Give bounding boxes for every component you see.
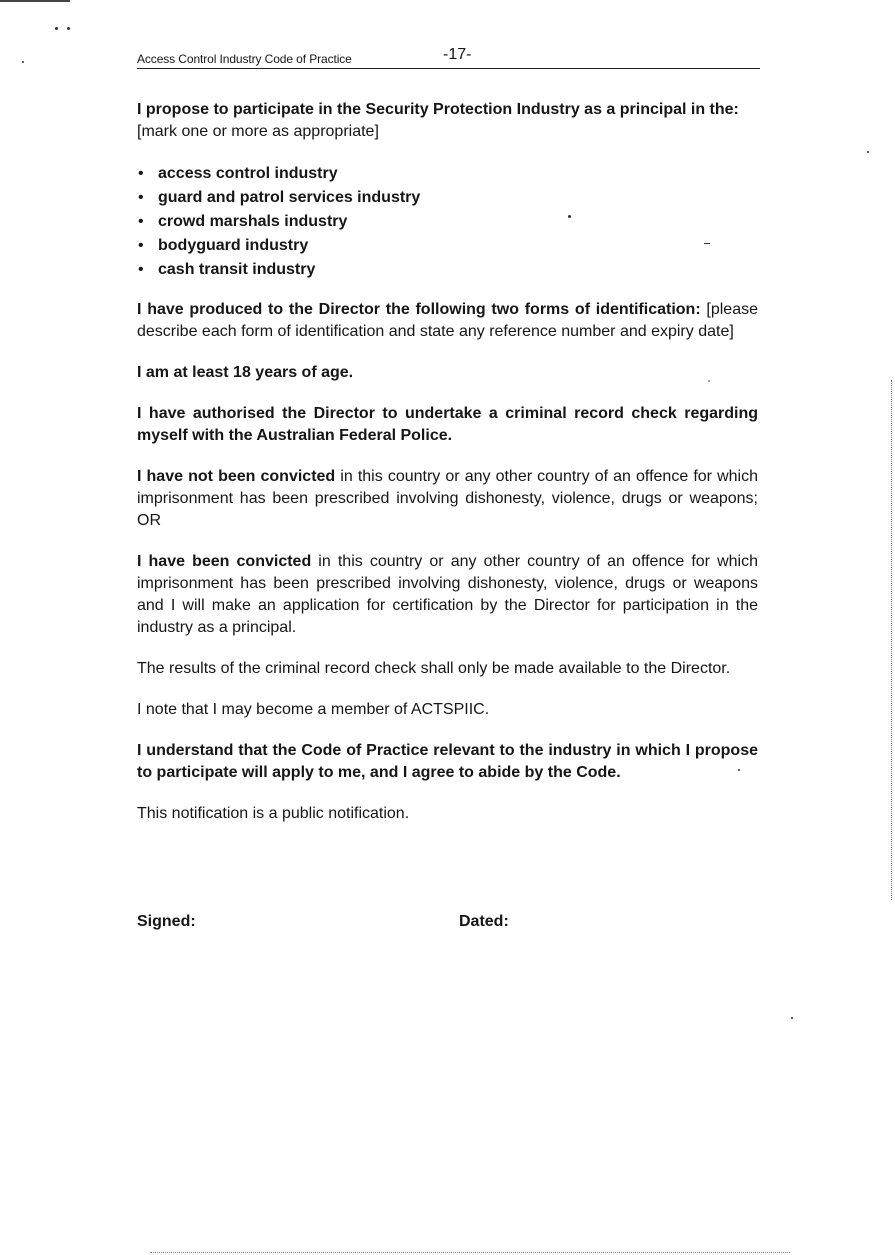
header-title: Access Control Industry Code of Practice [137, 52, 352, 66]
scan-artifact [0, 0, 70, 2]
scan-artifact [890, 380, 892, 900]
bullet-icon: • [138, 213, 144, 230]
scan-speck [67, 27, 70, 30]
industry-label: bodyguard industry [158, 237, 309, 254]
industry-label: cash transit industry [158, 261, 316, 278]
scan-speck [867, 151, 869, 153]
intro-bold: I propose to participate in the Security Protection Industry as a principal in the: [137, 101, 739, 118]
identification-note: [please describe each form of identification and state any reference number and expiry date] [137, 301, 758, 340]
industry-list [137, 162, 758, 282]
industry-label: crowd marshals industry [158, 213, 348, 230]
list-item [137, 234, 758, 258]
bullet-icon: • [138, 261, 144, 278]
page-number: -17- [443, 46, 472, 63]
bullet-icon: • [138, 165, 144, 182]
public-notice-paragraph: This notification is a public notification. [137, 805, 410, 822]
industry-label: access control industry [158, 165, 338, 182]
industry-label: guard and patrol services industry [158, 189, 421, 206]
dated-label: Dated: [459, 913, 509, 930]
results-paragraph: The results of the criminal record check shall only be made available to the Director. [137, 660, 731, 677]
not-convicted-paragraph [137, 466, 758, 532]
identification-paragraph [137, 299, 758, 343]
list-item [137, 258, 758, 282]
criminal-check-statement: I have authorised the Director to undertake a criminal record check regarding myself with the Australian Federal Police. [137, 405, 758, 444]
scan-speck [22, 61, 24, 63]
document-body [137, 99, 758, 844]
intro-note: [mark one or more as appropriate] [137, 123, 379, 140]
not-convicted-bold: I have not been convicted [137, 468, 336, 485]
or-label: OR [137, 512, 161, 529]
convicted-paragraph [137, 551, 758, 639]
list-item [137, 186, 758, 210]
list-item [137, 162, 758, 186]
intro-paragraph [137, 99, 758, 143]
identification-bold: I have produced to the Director the following two forms of identification: [137, 301, 701, 318]
bullet-icon: • [138, 189, 144, 206]
page-header [137, 44, 760, 69]
age-statement: I am at least 18 years of age. [137, 364, 354, 381]
membership-paragraph: I note that I may become a member of ACTSPIIC. [137, 701, 490, 718]
bullet-icon: • [138, 237, 144, 254]
signed-label: Signed: [137, 913, 196, 930]
understand-paragraph: I understand that the Code of Practice relevant to the industry in which I propose to participate will apply to me, and I agree to abide by the Code. [137, 742, 758, 781]
signature-row [137, 913, 758, 937]
convicted-bold: I have been convicted [137, 553, 312, 570]
not-convicted-text: in this country or any other country of an offence for which imprisonment has been prescribed involving dishonesty, violence, drugs or weapons; [137, 468, 758, 507]
scan-artifact [150, 1251, 790, 1253]
list-item [137, 210, 758, 234]
scan-speck [55, 27, 58, 30]
convicted-text: in this country or any other country of an offence for which imprisonment has been prescribed involving dishonesty, violence, drugs or weapons and I will make an application for certification by the Director for participation in the industry as a principal. [137, 553, 758, 636]
scan-speck [791, 1017, 793, 1019]
